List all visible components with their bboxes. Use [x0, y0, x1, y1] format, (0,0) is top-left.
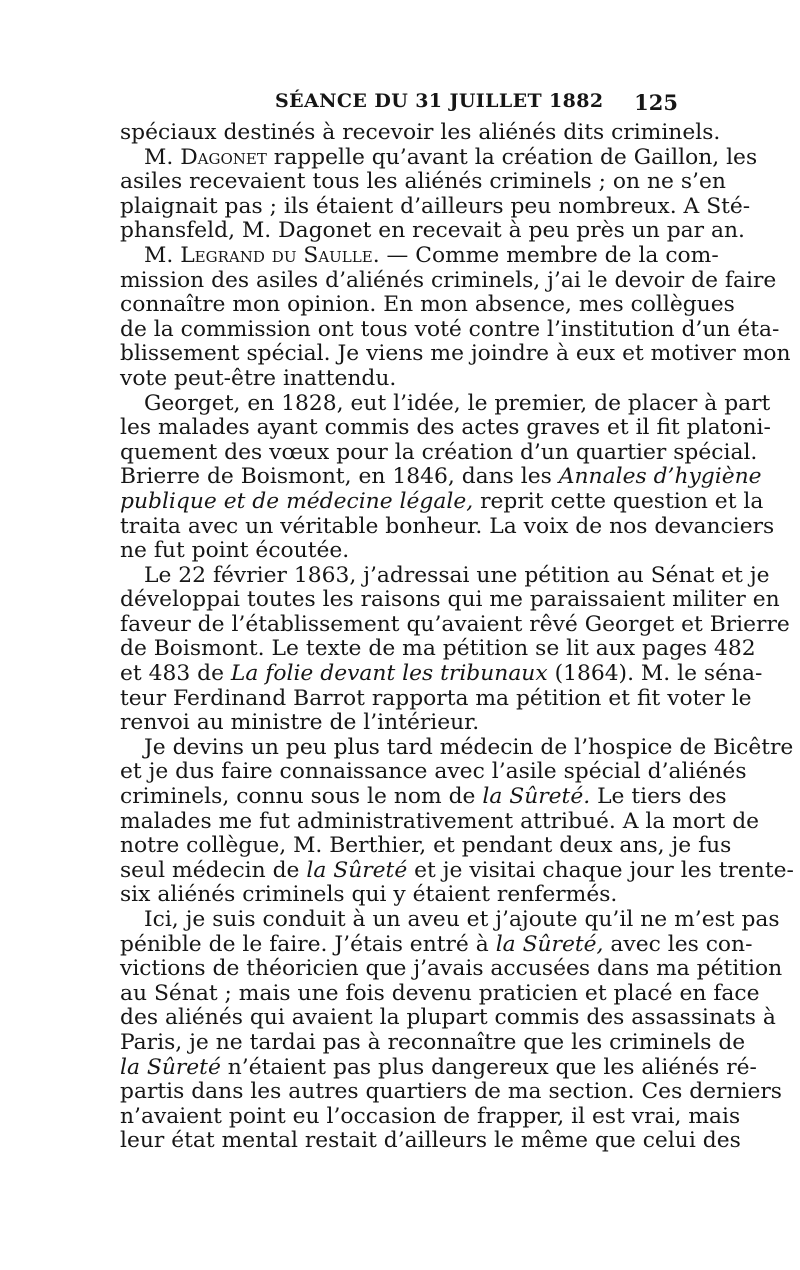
text-line	[120, 242, 719, 269]
text-segment: Ici, je suis conduit à un aveu et j’ajoute qu’il ne m’est pas	[144, 907, 780, 932]
text-segment: leur état mental restait d’ailleurs le même que celui des	[120, 1128, 741, 1154]
text-segment: et je visitai chaque jour les trente-	[407, 857, 794, 883]
text-segment: M.	[144, 242, 181, 268]
text-segment: reprit cette question et la	[473, 488, 764, 514]
text-segment: faveur de l’établissement qu’avaient rêvé Georget et Brierre	[120, 611, 790, 637]
small-caps-name: Dagonet	[180, 144, 267, 170]
text-line	[120, 390, 771, 417]
text-segment: n’avaient point eu l’occasion de frapper, il est vrai, mais	[120, 1103, 741, 1129]
body-text	[120, 120, 794, 1154]
text-segment: pénible de le faire. J’étais entré à	[120, 931, 496, 957]
text-line	[120, 857, 794, 884]
text-segment: rappelle qu’avant la création de Gaillon, les	[266, 144, 758, 170]
text-segment: ne fut point écoutée.	[120, 538, 350, 564]
text-line	[120, 636, 756, 662]
text-line	[120, 907, 780, 933]
text-segment: Le tiers des	[590, 784, 727, 810]
text-line	[120, 488, 764, 515]
text-segment: avec les con-	[603, 931, 753, 957]
text-line	[120, 267, 777, 294]
text-segment: traita avec un véritable bonheur. La voix de nos devanciers	[120, 513, 775, 539]
text-segment: criminels, connu sous le nom de	[120, 784, 483, 810]
text-segment: notre collègue, M. Berthier, et pendant deux ans, je fus	[120, 833, 732, 859]
italic-text: la Sûreté,	[495, 931, 604, 957]
text-line	[120, 292, 735, 318]
text-line	[120, 539, 678, 564]
text-segment: quement des vœux pour la création d’un quartier spécial.	[120, 439, 758, 465]
text-segment: des aliénés qui avaient la plupart commis des assassinats à	[120, 1005, 776, 1031]
text-line	[120, 883, 678, 908]
text-line	[120, 144, 758, 171]
text-line	[120, 464, 762, 490]
text-segment: spéciaux destinés à recevoir les aliénés dits criminels.	[120, 120, 721, 145]
text-segment: (1864). M. le séna-	[547, 661, 763, 687]
italic-text: Annales d’hygiène	[558, 464, 762, 490]
text-segment: au Sénat ; mais une fois devenu praticien et placé en face	[120, 980, 760, 1006]
text-segment: les malades ayant commis des actes graves et il fit platoni-	[120, 415, 771, 441]
text-segment: Brierre de Boismont, en 1846, dans les	[120, 464, 559, 490]
italic-text: La folie devant les tribunaux	[230, 661, 548, 687]
text-segment: renvoi au ministre de l’intérieur.	[120, 710, 480, 736]
italic-text: publique et de médecine légale,	[120, 488, 474, 514]
text-segment: n’étaient pas plus dangereux que les aliénés ré-	[220, 1054, 757, 1080]
text-line	[120, 316, 780, 343]
text-segment: et je dus faire connaissance avec l’asile spécial d’aliénés	[120, 759, 747, 785]
text-line	[120, 1054, 757, 1081]
text-line	[120, 1079, 782, 1105]
text-segment: M.	[144, 144, 181, 170]
text-segment: Le 22 février 1863, j’adressai une pétition au Sénat et je	[144, 562, 770, 588]
text-segment: connaître mon opinion. En mon absence, mes collègues	[120, 292, 735, 318]
text-segment: partis dans les autres quartiers de ma section. Ces derniers	[120, 1079, 782, 1105]
text-line	[120, 218, 745, 244]
text-segment: asiles recevaient tous les aliénés criminels ; on ne s’en	[120, 169, 726, 195]
page-header	[120, 90, 678, 120]
text-line	[120, 734, 794, 761]
small-caps-name: Legrand du Saulle	[180, 242, 373, 268]
text-line	[120, 562, 770, 589]
text-segment: blissement spécial. Je viens me joindre à eux et motiver mon	[120, 341, 791, 367]
text-line	[120, 169, 726, 195]
text-line	[120, 1128, 741, 1154]
text-line	[120, 759, 747, 785]
text-line	[120, 685, 752, 712]
text-segment: victions de théoricien que j’avais accusées dans ma pétition	[120, 956, 783, 982]
text-segment: teur Ferdinand Barrot rapporta ma pétition et fit voter le	[120, 685, 752, 711]
text-segment: malades me fut administrativement attribué. A la mort de	[120, 808, 760, 834]
text-line	[120, 808, 760, 835]
text-segment: vote peut-être inattendu.	[120, 365, 397, 391]
italic-text: la Sûreté	[306, 857, 408, 883]
text-line	[120, 611, 790, 638]
text-line	[120, 784, 727, 810]
text-segment: mission des asiles d’aliénés criminels, j’ai le devoir de faire	[120, 267, 777, 293]
text-line	[120, 1029, 746, 1056]
page-number: 125	[634, 90, 678, 115]
text-line	[120, 587, 780, 613]
running-title: SÉANCE DU 31 JUILLET 1882	[275, 90, 604, 112]
text-line	[120, 193, 751, 220]
text-segment: seul médecin de	[120, 857, 307, 883]
italic-text: la Sûreté	[120, 1054, 221, 1080]
text-line	[120, 120, 721, 146]
text-segment: phansfeld, M. Dagonet en recevait à peu près un par an.	[120, 218, 745, 244]
text-segment: et 483 de	[120, 661, 231, 687]
text-segment: plaignait pas ; ils étaient d’ailleurs peu nombreux. A Sté-	[120, 193, 751, 219]
text-segment: Georget, en 1828, eut l’idée, le premier, de placer à part	[144, 390, 771, 416]
text-line	[120, 341, 791, 367]
text-segment: développai toutes les raisons qui me paraissaient militer en	[120, 587, 780, 613]
text-line	[120, 1103, 741, 1130]
text-line	[120, 513, 775, 540]
text-segment: de la commission ont tous voté contre l’institution d’un éta-	[120, 316, 780, 342]
text-line	[120, 956, 783, 982]
text-segment: de Boismont. Le texte de ma pétition se lit aux pages 482	[120, 636, 756, 662]
text-line	[120, 980, 760, 1007]
text-line	[120, 415, 771, 441]
text-line	[120, 367, 678, 392]
text-line	[120, 1005, 776, 1031]
text-segment: . — Comme membre de la com-	[372, 242, 719, 268]
italic-text: la Sûreté.	[482, 784, 591, 810]
text-line	[120, 661, 763, 687]
text-segment: Je devins un peu plus tard médecin de l’hospice de Bicêtre	[144, 734, 794, 760]
text-segment: Paris, je ne tardai pas à reconnaître que les criminels de	[120, 1029, 746, 1055]
text-line	[120, 439, 758, 466]
text-line	[120, 931, 753, 958]
text-segment: six aliénés criminels qui y étaient renfermés.	[120, 882, 618, 908]
text-line	[120, 833, 732, 859]
text-line	[120, 711, 678, 736]
